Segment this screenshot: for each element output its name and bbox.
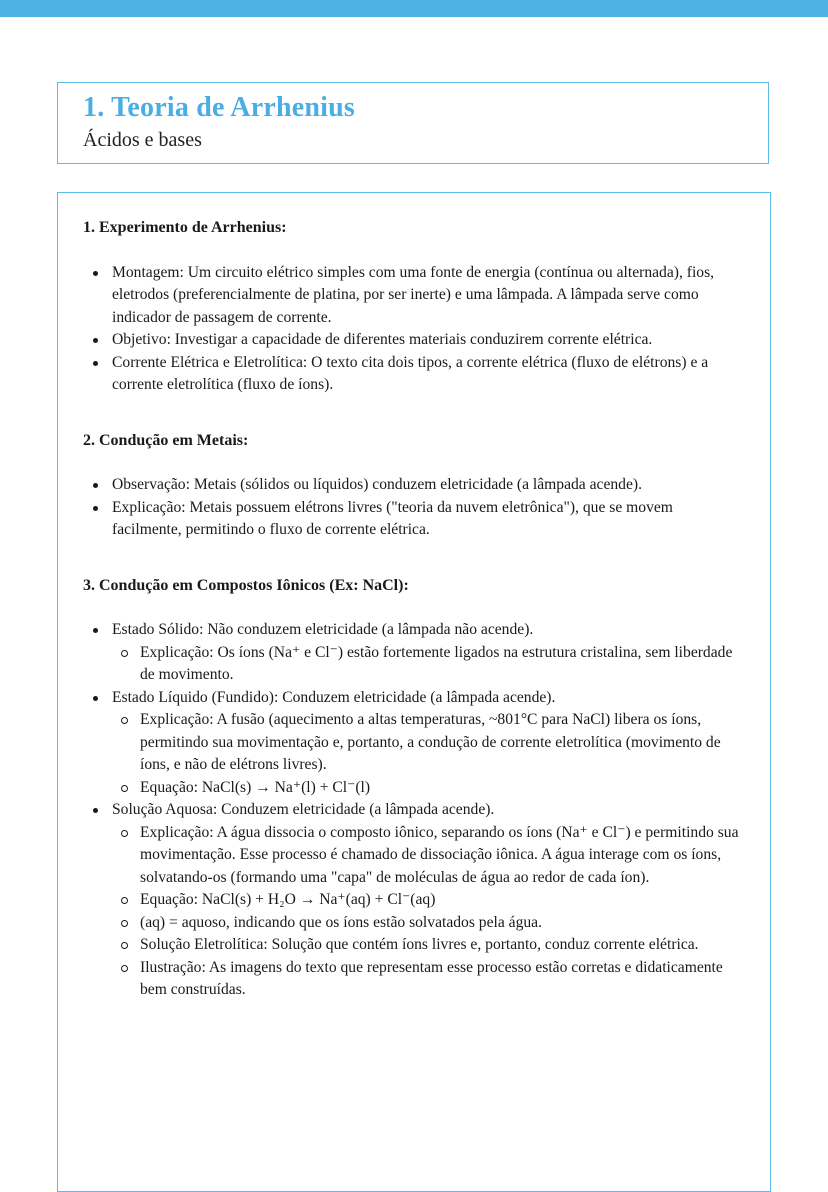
content-card [57, 192, 771, 1192]
top-accent-bar [0, 0, 828, 17]
list-item: Montagem: Um circuito elétrico simples com uma fonte de energia (contínua ou alternada), fios, eletrodos (preferencialmente de platina, por ser inerte) e uma lâmpada. A lâmpada serve como indicador de passagem de corrente. [83, 262, 743, 330]
header-card [57, 82, 769, 164]
content-body [83, 217, 743, 1002]
bullet-list [83, 619, 743, 1002]
page-title: 1. Teoria de Arrhenius [83, 92, 355, 123]
sub-list-item: Solução Eletrolítica: Solução que contém íons livres e, portanto, conduz corrente elétrica. [112, 934, 743, 957]
list-item: Observação: Metais (sólidos ou líquidos) conduzem eletricidade (a lâmpada acende). [83, 474, 743, 497]
page-subtitle: Ácidos e bases [83, 129, 202, 151]
bullet-list [83, 474, 743, 542]
sub-list [112, 642, 743, 687]
sub-list [112, 709, 743, 799]
list-item-label: Estado Sólido: Não conduzem eletricidade (a lâmpada não acende). [112, 621, 534, 638]
list-item-liquid [83, 687, 743, 800]
list-item: Objetivo: Investigar a capacidade de diferentes materiais conduzirem corrente elétrica. [83, 329, 743, 352]
section-title: 1. Experimento de Arrhenius: [83, 219, 287, 236]
sub-list-item: Ilustração: As imagens do texto que representam esse processo estão corretas e didaticamente bem construídas. [112, 957, 743, 1002]
list-item: Corrente Elétrica e Eletrolítica: O texto cita dois tipos, a corrente elétrica (fluxo de elétrons) e a corrente eletrolítica (fluxo de íons). [83, 352, 743, 397]
sub-list-item: Explicação: A água dissocia o composto iônico, separando os íons (Na⁺ e Cl⁻) e permitindo sua movimentação. Esse processo é chamado de dissociação iônica. A água interage com os íons, solvatando-os (formando uma "capa" de moléculas de água ao redor de cada íon). [112, 822, 743, 890]
sub-list-item: Explicação: Os íons (Na⁺ e Cl⁻) estão fortemente ligados na estrutura cristalina, sem liberdade de movimento. [112, 642, 743, 687]
bullet-list [83, 262, 743, 397]
list-item-label: Solução Aquosa: Conduzem eletricidade (a lâmpada acende). [112, 801, 495, 818]
sub-list-item: Explicação: A fusão (aquecimento a altas temperaturas, ~801°C para NaCl) libera os íons, permitindo sua movimentação e, portanto, a condução de corrente eletrolítica (movimento de íons, e não de elétrons livres). [112, 709, 743, 777]
section-title: 3. Condução em Compostos Iônicos (Ex: NaCl): [83, 576, 409, 594]
section-title: 2. Condução em Metais: [83, 431, 249, 449]
sub-list-item: Equação: NaCl(s) → Na⁺(l) + Cl⁻(l) [112, 777, 743, 800]
sub-list-item: (aq) = aquoso, indicando que os íons estão solvatados pela água. [112, 912, 743, 935]
list-item-label: Estado Líquido (Fundido): Conduzem eletricidade (a lâmpada acende). [112, 688, 556, 706]
list-item: Explicação: Metais possuem elétrons livres ("teoria da nuvem eletrônica"), que se movem facilmente, permitindo o fluxo de corrente elétrica. [83, 497, 743, 542]
list-item-aqueous [83, 799, 743, 1002]
sub-list [112, 822, 743, 1002]
list-item-solid [83, 619, 743, 687]
sub-list-item: Equação: NaCl(s) + H₂O → Na⁺(aq) + Cl⁻(aq) [112, 889, 743, 912]
